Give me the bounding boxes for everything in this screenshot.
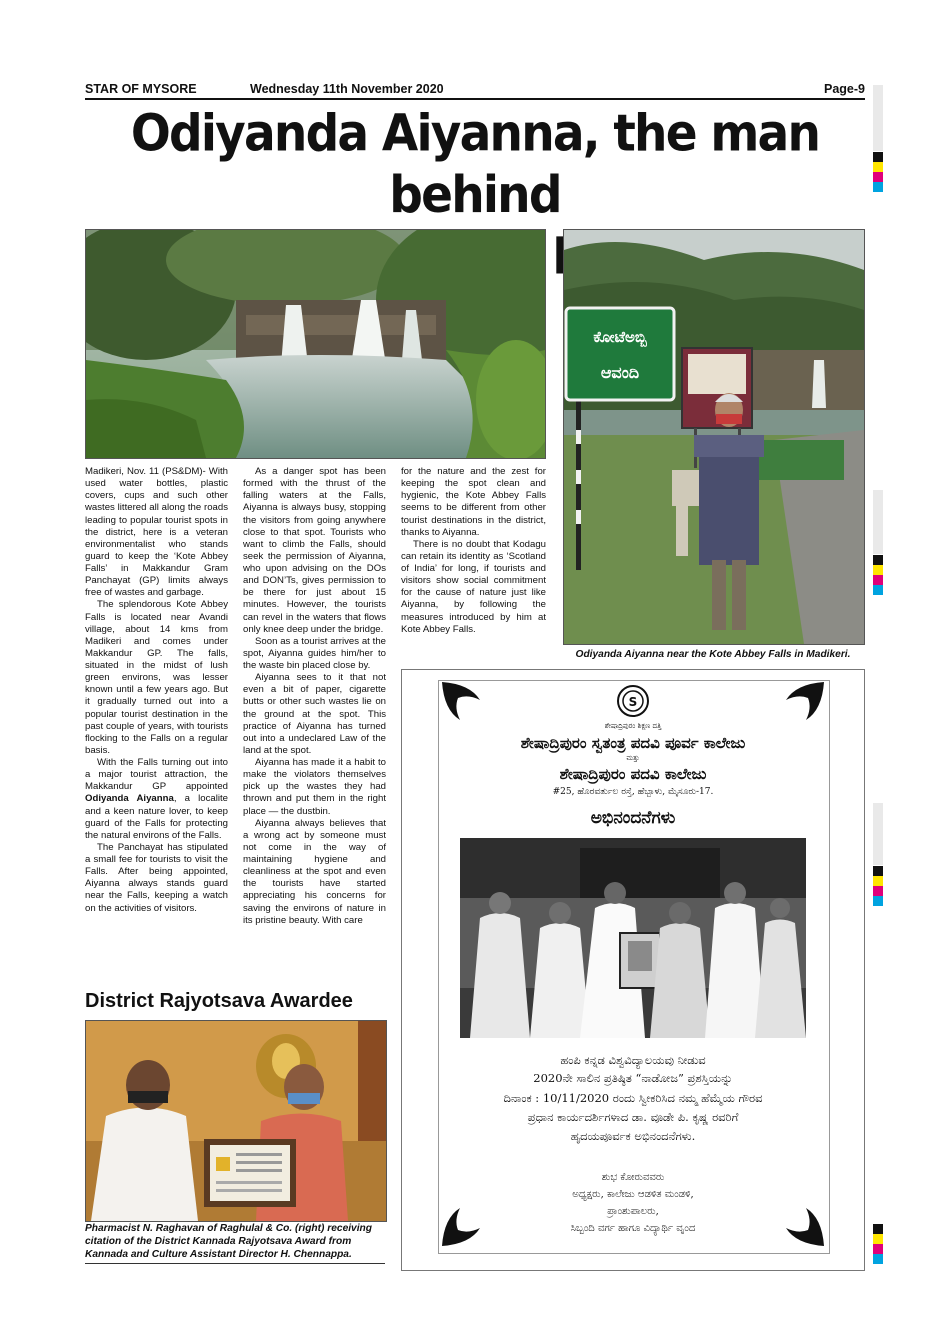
color-mark-group	[873, 555, 883, 595]
color-mark-black	[873, 866, 883, 876]
paper-name: STAR OF MYSORE	[85, 82, 197, 96]
article-text: , a localite and a keen nature lover, to keep guard of the Falls for protecting the natural environs of the Falls.	[85, 793, 228, 841]
ad-line-5: ಹೃದಯಪೂರ್ವಕ ಅಭಿನಂದನೆಗಳು.	[570, 1129, 696, 1143]
aiyanna-photo-caption: Odiyanda Aiyanna near the Kote Abbey Falls in Madikeri.	[575, 649, 851, 660]
article-paragraph: As a danger spot has been formed with the thrust of the falling waters at the Falls, Aiyanna is always busy, stopping the visitors from going anywhere close to that spot. Tourists who want to climb the Falls, should seek the permission of Aiyanna, who upon advising on the DOs and DON’Ts, gives permission to be there for just about 15 minutes. However, the tourists can revel in the waters that flows only knee deep under the bridge.	[243, 466, 386, 635]
article-paragraph: The splendorous Kote Abbey Falls is located near Avandi village, about 14 kms from Madikeri and comes under Makkandur GP. The falls, situated in the midst of lush green environs, was lesser known until a few years ago. But it gradually turned out into a popular tourist destination in the past couple of years, with tourists flocking to the Falls on a regular basis.	[85, 599, 228, 756]
aiyanna-photo	[563, 229, 865, 645]
masthead-rule	[85, 98, 865, 100]
color-mark-black	[873, 555, 883, 565]
color-mark-magenta	[873, 886, 883, 896]
article-bold-name: Odiyanda Aiyanna	[85, 793, 174, 805]
color-mark-cyan	[873, 896, 883, 906]
article-paragraph: for the nature and the zest for keeping the spot clean and hygienic, the Kote Abbey Falls seems to be different from other tourist destinations in the district, thanks to Aiyanna.	[401, 466, 546, 538]
congratulations-advertisement	[401, 669, 865, 1271]
page-number: Page-9	[824, 82, 865, 96]
color-mark-yellow	[873, 876, 883, 886]
color-mark-magenta	[873, 172, 883, 182]
registration-strip	[873, 803, 883, 865]
color-mark-magenta	[873, 1244, 883, 1254]
ad-address: #25, ಹೊರವರ್ತುಲ ರಸ್ತೆ, ಹೆಬ್ಬಾಳು, ಮೈಸೂರು-17.	[552, 787, 714, 797]
award-photo-caption: Pharmacist N. Raghavan of Raghulal & Co. (right) receiving citation of the District Kannada Rajyotsava Award from Kannada and Culture Assistant Director H. Chennappa.	[85, 1223, 373, 1260]
registration-strip	[873, 85, 883, 151]
color-mark-black	[873, 152, 883, 162]
ad-line-1: ಹಂಪಿ ಕನ್ನಡ ವಿಶ್ವವಿದ್ಯಾಲಯವು ನೀಡುವ	[560, 1053, 706, 1067]
ad-line-3: ದಿನಾಂಕ : 10/11/2020 ರಂದು ಸ್ವೀಕರಿಸಿದ ನಮ್ಮ ಹೆಮ್ಮೆಯ ಗೌರವ	[503, 1091, 763, 1105]
color-mark-cyan	[873, 182, 883, 192]
masthead	[85, 82, 865, 98]
ad-line-2: 2020ನೇ ಸಾಲಿನ ಪ್ರತಿಷ್ಠಿತ “ನಾಡೋಜ” ಪ್ರಶಸ್ತಿಯನ್ನು	[533, 1071, 733, 1085]
ad-college-1: ಶೇಷಾದ್ರಿಪುರಂ ಸ್ವತಂತ್ರ ಪದವಿ ಪೂರ್ವ ಕಾಲೇಜು	[520, 734, 746, 752]
article-column-2	[243, 466, 386, 927]
color-mark-yellow	[873, 565, 883, 575]
article-column-1	[85, 466, 228, 915]
ad-trust: ಶೇಷಾದ್ರಿಪುರಂ ಶಿಕ್ಷಣ ದತ್ತಿ	[604, 722, 662, 730]
sign-text-2: ಆವಂದಿ	[600, 363, 640, 382]
color-mark-black	[873, 1224, 883, 1234]
article-paragraph: Aiyanna always believes that a wrong act by someone must not come in the way of maintaining hygiene and cleanliness at the spot and even the tourists have started appreciating his concerns for saving the environs of nature in its pristine beauty. With care	[243, 817, 386, 926]
article-paragraph: Madikeri, Nov. 11 (PS&DM)- With used water bottles, plastic covers, cups and such other wastes littered all along the roads leading to popular tourist spots in the district, here is a veteran environmentalist who stands guard to keep the ‘Kote Abbey Falls’ in Makkandur Gram Panchayat (GP) limits always free of wastes and garbage.	[85, 466, 228, 599]
color-mark-cyan	[873, 585, 883, 595]
ad-greeting: ಅಭಿನಂದನೆಗಳು	[590, 808, 676, 828]
color-mark-cyan	[873, 1254, 883, 1264]
caption-rule	[85, 1263, 385, 1264]
color-mark-yellow	[873, 1234, 883, 1244]
awardee-subhead: District Rajyotsava Awardee	[85, 990, 353, 1012]
ad-wish: ಶುಭ ಕೋರುವವರು	[601, 1172, 665, 1183]
sign-text-1: ಕೋಟೆಅಬ್ಬಿ	[593, 328, 647, 346]
issue-date: Wednesday 11th November 2020	[250, 82, 444, 96]
article-paragraph	[85, 757, 228, 842]
corner-ornament-icon	[440, 680, 486, 726]
article-paragraph: There is no doubt that Kodagu can retain its identity as ‘Scotland of India’ for long, if tourists and visitors show social commitment for the cause of nature just like Aiyanna, by following the measures introduced by him at Kote Abbey Falls.	[401, 538, 546, 635]
registration-strip	[873, 490, 883, 554]
color-mark-yellow	[873, 162, 883, 172]
college-emblem-icon	[616, 684, 650, 718]
ad-line-4: ಪ್ರಧಾನ ಕಾರ್ಯದರ್ಶಿಗಳಾದ ಡಾ. ವೂಡೇ ಪಿ. ಕೃಷ್ಣ ರವರಿಗೆ	[527, 1110, 739, 1124]
ad-signatory-2: ಪ್ರಾಂಶುಪಾಲರು,	[607, 1206, 659, 1217]
ad-mattu: ಮತ್ತು	[626, 754, 640, 762]
ad-college-2: ಶೇಷಾದ್ರಿಪುರಂ ಪದವಿ ಕಾಲೇಜು	[559, 765, 707, 783]
award-photo	[85, 1020, 387, 1222]
color-mark-group	[873, 866, 883, 906]
waterfall-photo	[85, 229, 546, 459]
felicitation-photo	[460, 838, 806, 1038]
article-column-3	[401, 466, 546, 636]
ad-signatory-3: ಸಿಬ್ಬಂದಿ ವರ್ಗ ಹಾಗೂ ವಿದ್ಯಾರ್ಥಿ ವೃಂದ	[570, 1223, 696, 1234]
article-paragraph: Aiyanna has made it a habit to make the violators themselves pick up the wastes they had thrown and put them in the right place — the dustbin.	[243, 757, 386, 817]
color-mark-group	[873, 1224, 883, 1264]
headline-line-1: Odiyanda Aiyanna, the man behind	[130, 104, 820, 226]
svg-text:S: S	[628, 695, 638, 709]
ad-signatory-1: ಅಧ್ಯಕ್ಷರು, ಕಾಲೇಜು ಆಡಳಿತ ಮಂಡಳಿ,	[572, 1189, 694, 1200]
article-paragraph: Aiyanna sees to it that not even a bit of paper, cigarette butts or other such wastes lie on the ground at the spot. This practice of Aiyanna has turned out into a undeclared Law of the land at the spot.	[243, 672, 386, 756]
color-mark-magenta	[873, 575, 883, 585]
article-paragraph: The Panchayat has stipulated a small fee for tourists to visit the Falls. After being appointed, Aiyanna always stands guard near the Falls, keeping a watch on the activities of visitors.	[85, 841, 228, 914]
article-paragraph: Soon as a tourist arrives at the spot, Aiyanna guides him/her to the waste bin placed close by.	[243, 635, 386, 671]
color-mark-group	[873, 152, 883, 192]
article-text: With the Falls turning out into a major tourist attraction, the Makkandur GP appointed	[85, 757, 228, 793]
corner-ornament-icon	[780, 680, 826, 726]
